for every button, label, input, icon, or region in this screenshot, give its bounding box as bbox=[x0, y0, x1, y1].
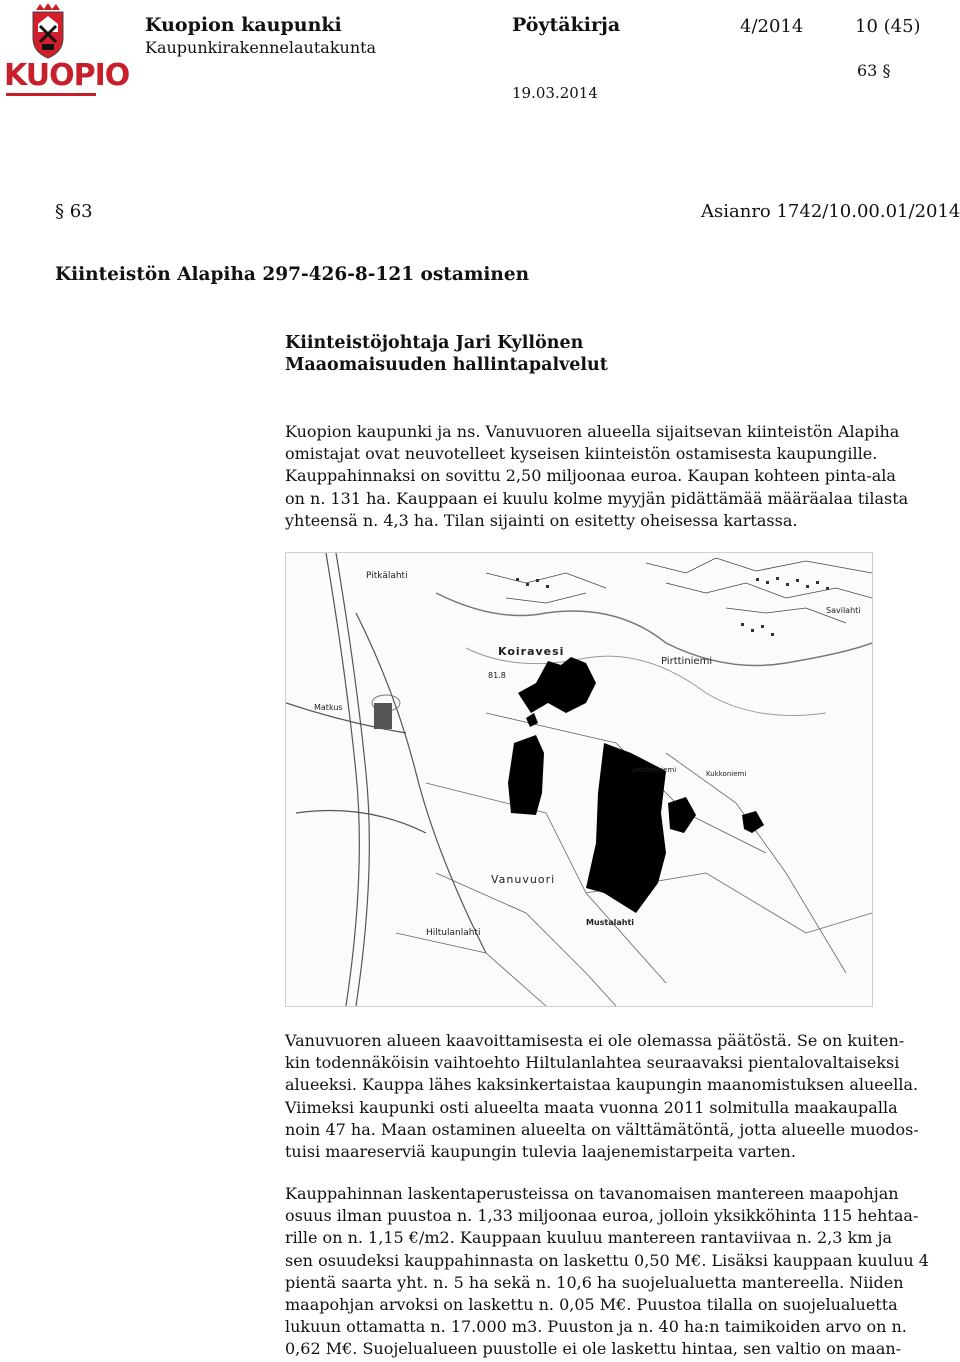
map-drawing bbox=[286, 553, 872, 1006]
paragraph-line: 0,62 M€. Suojelualueen puustolle ei ole laskettu hintaa, sen valtio on maan- bbox=[285, 1339, 902, 1359]
paragraph-line: sen osuudeksi kauppahinnasta on laskettu 0,50 M€. Lisäksi kauppaan kuuluu 4 bbox=[285, 1250, 929, 1270]
map-label-vanuvuori: Vanuvuori bbox=[491, 873, 556, 886]
paragraph-line: noin 47 ha. Maan ostaminen alueelta on välttämätöntä, jotta alueelle muodos- bbox=[285, 1119, 919, 1139]
map-label-hiltulanlahti: Hiltulanlahti bbox=[426, 928, 481, 938]
section-title: Kiinteistön Alapiha 297-426-8-121 ostaminen bbox=[55, 264, 530, 285]
header-organization: Kuopion kaupunki bbox=[145, 14, 342, 36]
kuopio-logo bbox=[2, 2, 130, 98]
paragraph-line: alueeksi. Kauppa lähes kaksinkertaistaa kaupungin maanomistuksen alueella. bbox=[285, 1075, 919, 1095]
logo-wordmark: KUOPIO bbox=[4, 58, 130, 93]
header-section: 63 § bbox=[857, 61, 891, 80]
paragraph-line: Kauppahinnaksi on sovittu 2,50 miljoonaa euroa. Kaupan kohteen pinta-ala bbox=[285, 466, 896, 486]
map-label-mustalahti: Mustalahti bbox=[586, 918, 635, 927]
map-label-koiravesi: Koiravesi bbox=[498, 645, 565, 658]
paragraph-2 bbox=[285, 1030, 945, 1163]
section-number: § 63 bbox=[55, 201, 93, 222]
map-label-kukkoniemi: Kukkoniemi bbox=[706, 770, 747, 778]
paragraph-line: lukuun ottamatta n. 17.000 m3. Puuston ja n. 40 ha:n taimikoiden arvo on n. bbox=[285, 1317, 907, 1337]
paragraph-line: Viimeksi kaupunki osti alueelta maata vuonna 2011 solmitulla maakaupalla bbox=[285, 1097, 898, 1117]
header-unit: Kaupunkirakennelautakunta bbox=[145, 38, 377, 57]
paragraph-line: kin todennäköisin vaihtoehto Hiltulanlahtea seuraavaksi pientalovaltaiseksi bbox=[285, 1053, 900, 1073]
paragraph-line: Kuopion kaupunki ja ns. Vanuvuoren alueella sijaitsevan kiinteistön Alapiha bbox=[285, 422, 900, 441]
paragraph-line: rille on n. 1,15 €/m2. Kauppaan kuuluu mantereen rantaviivaa n. 2,3 km ja bbox=[285, 1228, 893, 1248]
logo-underline bbox=[6, 93, 96, 96]
paragraph-line: tuisi maareserviä kaupungin tulevia laajenemistarpeita varten. bbox=[285, 1142, 796, 1162]
location-map bbox=[285, 552, 873, 1007]
map-label-savilahti: Savilahti bbox=[826, 606, 861, 615]
presenter bbox=[285, 332, 608, 376]
paragraph-line: yhteensä n. 4,3 ha. Tilan sijainti on esitetty oheisessa kartassa. bbox=[285, 510, 798, 530]
paragraph-line: omistajat ovat neuvotelleet kyseisen kiinteistön ostamisesta kaupungille. bbox=[285, 444, 878, 464]
paragraph-line: Kauppahinnan laskentaperusteissa on tavanomaisen mantereen maapohjan bbox=[285, 1184, 899, 1203]
paragraph-line: maapohjan arvoksi on laskettu n. 0,05 M€. Puustoa tilalla on suojelualuetta bbox=[285, 1295, 898, 1315]
paragraph-line: on n. 131 ha. Kauppaan ei kuulu kolme myyjän pidättämää määräalaa tilasta bbox=[285, 488, 909, 508]
header-doc-type: Pöytäkirja bbox=[512, 14, 621, 36]
map-label-elevation: 81.8 bbox=[488, 671, 506, 680]
map-label-lehdonniemi: Lehdonniemi bbox=[631, 766, 677, 774]
map-label-pitkalahti: Pitkälahti bbox=[366, 571, 408, 581]
map-label-pirttiniemi: Pirttiniemi bbox=[661, 656, 713, 667]
paragraph-line: pientä saarta yht. n. 5 ha sekä n. 10,6 ha suojelualuetta mantereella. Niiden bbox=[285, 1272, 904, 1292]
presenter-title: Kiinteistöjohtaja Jari Kyllönen bbox=[285, 333, 584, 353]
header-date: 19.03.2014 bbox=[512, 84, 598, 102]
paragraph-line: osuus ilman puustoa n. 1,33 miljoonaa euroa, jolloin yksikköhinta 115 hehtaa- bbox=[285, 1206, 919, 1226]
header-page: 10 (45) bbox=[855, 16, 921, 37]
paragraph-3 bbox=[285, 1183, 945, 1361]
presenter-unit: Maaomaisuuden hallintapalvelut bbox=[285, 355, 608, 375]
map-label-matkus: Matkus bbox=[314, 703, 343, 712]
paragraph-1 bbox=[285, 421, 945, 532]
case-number: Asianro 1742/10.00.01/2014 bbox=[701, 201, 960, 222]
header-doc-number: 4/2014 bbox=[740, 16, 804, 37]
paragraph-line: Vanuvuoren alueen kaavoittamisesta ei ole olemassa päätöstä. Se on kuiten- bbox=[285, 1031, 905, 1050]
